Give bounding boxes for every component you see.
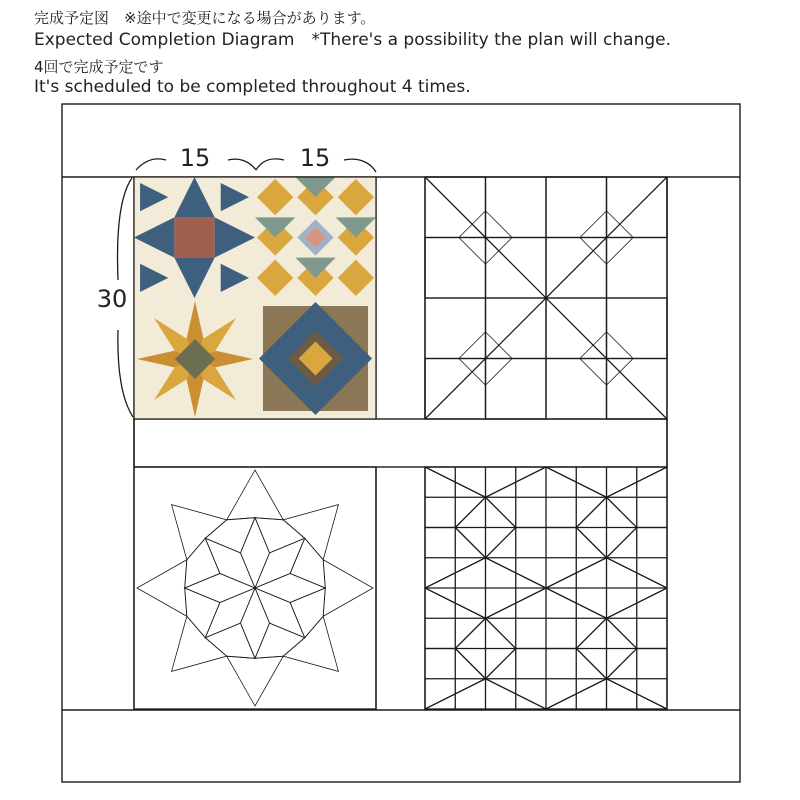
sampler-1-core-b — [607, 497, 637, 527]
sampler-3-core-a — [576, 618, 606, 648]
middle-sashing — [134, 419, 667, 467]
sampler-0-core-b — [486, 497, 516, 527]
rosette-outer-diamond-4 — [283, 616, 338, 671]
schedule-english: It's scheduled to be completed throughout 4 times. — [34, 77, 471, 97]
dim-width-left: 15 — [179, 144, 211, 172]
title-english: Expected Completion Diagram *There's a possibility the plan will change. — [34, 30, 672, 50]
rosette-inner-diamond-1 — [240, 518, 269, 588]
sampler-1-core-d — [576, 528, 606, 558]
photo-quilt-block — [134, 177, 376, 419]
sampler-3-core-d — [576, 649, 606, 679]
rosette-inner-diamond-8 — [205, 538, 255, 588]
rosette-inner-diamond-2 — [255, 538, 305, 588]
sampler-1-core-c — [607, 528, 637, 558]
sampler-2-core-d — [455, 649, 485, 679]
dim-height: 30 — [96, 285, 128, 313]
rosette-outer-diamond-5 — [227, 656, 283, 706]
sampler-1-core-a — [576, 497, 606, 527]
rosette-inner-diamond-6 — [205, 588, 255, 638]
dim-arc-right-a — [256, 159, 284, 170]
star1-center — [174, 217, 214, 257]
dim-arc-height-b — [118, 330, 133, 417]
grid-star-sampler-block — [425, 467, 667, 709]
dim-arc-height-a — [118, 178, 132, 280]
sampler-0-core-c — [486, 528, 516, 558]
sampler-2-core-b — [486, 618, 516, 648]
dim-arc-left-a — [136, 159, 166, 170]
sampler-2-core-c — [486, 649, 516, 679]
rosette-inner-diamond-4 — [255, 588, 305, 638]
dim-arc-right-b — [344, 159, 376, 172]
rosette-outer-diamond-6 — [172, 616, 227, 671]
dim-width-right: 15 — [299, 144, 331, 172]
dim-arc-left-b — [228, 159, 256, 170]
rosette-outer-diamond-2 — [283, 505, 338, 560]
rosette-outer-diamond-1 — [227, 470, 283, 520]
sampler-0-core-a — [455, 497, 485, 527]
title-japanese: 完成予定図 ※途中で変更になる場合があります。 — [34, 9, 376, 27]
rosette-inner-diamond-5 — [240, 588, 269, 658]
star-outline-block — [425, 177, 667, 419]
rosette-inner-diamond-7 — [185, 573, 255, 602]
schedule-japanese: 4回で完成予定です — [34, 58, 164, 76]
rosette-outer-diamond-7 — [137, 560, 187, 616]
rosette-mid-square-7 — [185, 538, 220, 588]
rosette-mid-square-8 — [205, 518, 255, 553]
sampler-3-core-c — [607, 649, 637, 679]
sampler-3-core-b — [607, 618, 637, 648]
rosette-mid-square-3 — [290, 588, 325, 638]
sampler-0-core-d — [455, 528, 485, 558]
rosette-inner-diamond-3 — [255, 573, 325, 602]
sampler-2-core-a — [455, 618, 485, 648]
rosette-mid-square-5 — [205, 623, 255, 658]
rosette-outer-diamond-8 — [172, 505, 227, 560]
lemoyne-star-rosette-block — [134, 467, 376, 709]
rosette-outer-diamond-3 — [323, 560, 373, 616]
rosette-mid-square-1 — [255, 518, 305, 553]
